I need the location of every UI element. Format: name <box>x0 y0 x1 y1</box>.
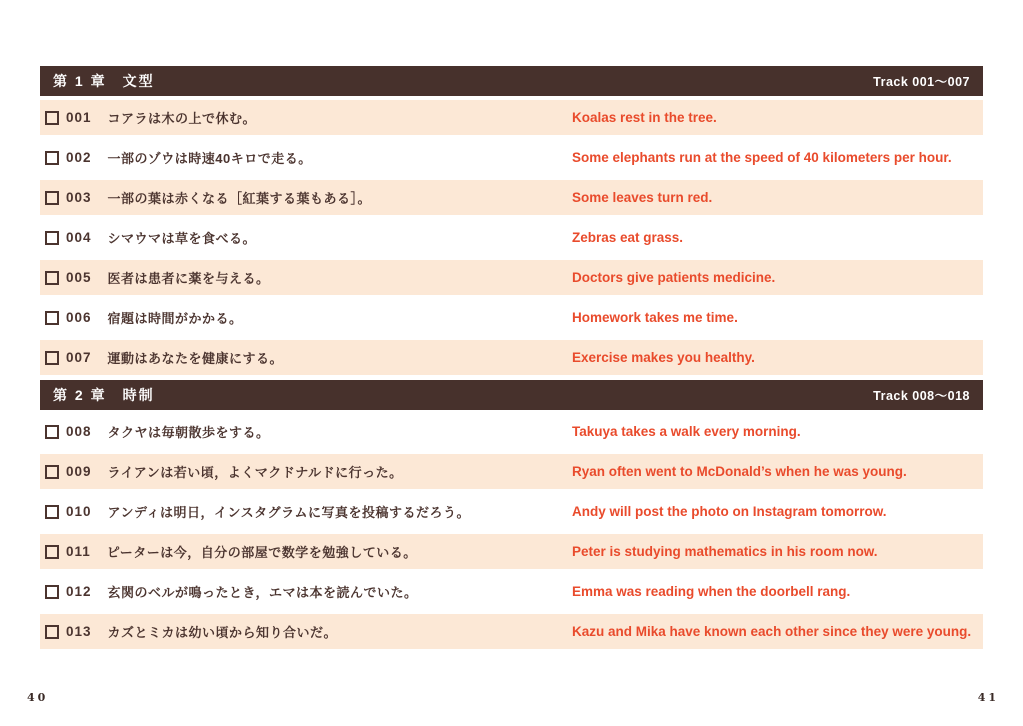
japanese-sentence: 運動はあなたを健康にする。 <box>107 351 284 366</box>
sentence-row <box>40 614 983 649</box>
sentence-row <box>40 180 983 215</box>
page-number-left: 40 <box>27 691 49 704</box>
sentence-row <box>40 414 983 449</box>
english-cell <box>572 544 983 559</box>
sentence-number: 006 <box>66 310 92 325</box>
sentence-number: 009 <box>66 464 92 479</box>
japanese-cell <box>40 582 572 601</box>
checkbox-icon <box>45 545 59 559</box>
japanese-cell <box>40 462 572 481</box>
checkbox-icon <box>45 111 59 125</box>
sentence-number: 010 <box>66 504 92 519</box>
sentence-number: 008 <box>66 424 92 439</box>
english-sentence: Some leaves turn red. <box>572 190 713 205</box>
checkbox-icon <box>45 625 59 639</box>
chapter-header-bar <box>40 66 983 96</box>
checkbox-icon <box>45 191 59 205</box>
english-cell <box>572 270 983 285</box>
japanese-cell <box>40 542 572 561</box>
japanese-sentence: ピーターは今，自分の部屋で数学を勉強している。 <box>106 545 417 560</box>
english-sentence: Ryan often went to McDonald’s when he was young. <box>572 464 907 479</box>
english-sentence: Some elephants run at the speed of 40 kilometers per hour. <box>572 150 952 165</box>
japanese-sentence: ライアンは若い頃，よくマクドナルドに行った。 <box>107 465 403 480</box>
japanese-sentence: 一部のゾウは時速40キロで走る。 <box>107 151 312 166</box>
sentence-number: 007 <box>66 350 92 365</box>
japanese-sentence: アンディは明日，インスタグラムに写真を投稿するだろう。 <box>107 505 470 520</box>
english-sentence: Koalas rest in the tree. <box>572 110 717 125</box>
chapter-list <box>40 66 983 654</box>
sentence-rows <box>40 100 983 375</box>
english-sentence: Peter is studying mathematics in his room now. <box>572 544 878 559</box>
sentence-number: 004 <box>66 230 92 245</box>
sentence-row <box>40 220 983 255</box>
english-cell <box>572 350 983 365</box>
checkbox-icon <box>45 231 59 245</box>
sentence-number: 002 <box>66 150 92 165</box>
english-sentence: Zebras eat grass. <box>572 230 684 245</box>
english-cell <box>572 624 983 639</box>
sentence-row <box>40 454 983 489</box>
english-cell <box>572 150 983 165</box>
checkbox-icon <box>45 151 59 165</box>
sentence-row <box>40 260 983 295</box>
english-cell <box>572 584 983 599</box>
english-sentence: Doctors give patients medicine. <box>572 270 776 285</box>
chapter-title: 第 1 章 文型 <box>53 73 155 89</box>
english-sentence: Andy will post the photo on Instagram tomorrow. <box>572 504 887 519</box>
english-cell <box>572 464 983 479</box>
chapter-header-bar <box>40 380 983 410</box>
sentence-row <box>40 534 983 569</box>
sentence-number: 011 <box>66 544 91 559</box>
english-cell <box>572 504 983 519</box>
english-cell <box>572 110 983 125</box>
japanese-cell <box>40 422 572 441</box>
japanese-cell <box>40 228 572 247</box>
japanese-cell <box>40 268 572 287</box>
sentence-rows <box>40 414 983 649</box>
page-number-right: 41 <box>977 691 999 704</box>
sentence-row <box>40 100 983 135</box>
japanese-cell <box>40 502 572 521</box>
japanese-cell <box>40 348 572 367</box>
english-cell <box>572 310 983 325</box>
japanese-sentence: シマウマは草を食べる。 <box>107 231 257 246</box>
japanese-sentence: 医者は患者に薬を与える。 <box>107 271 270 286</box>
english-sentence: Kazu and Mika have known each other since they were young. <box>572 624 972 639</box>
sentence-number: 003 <box>66 190 92 205</box>
sentence-row <box>40 494 983 529</box>
chapter-section <box>40 66 983 375</box>
checkbox-icon <box>45 425 59 439</box>
english-cell <box>572 424 983 439</box>
checkbox-icon <box>45 585 59 599</box>
sentence-number: 001 <box>66 110 92 125</box>
japanese-sentence: カズとミカは幼い頃から知り合いだ。 <box>107 625 338 640</box>
japanese-cell <box>40 148 572 167</box>
english-sentence: Exercise makes you healthy. <box>572 350 755 365</box>
chapter-track-range: Track 001〜007 <box>873 75 970 89</box>
checkbox-icon <box>45 351 59 365</box>
checkbox-icon <box>45 465 59 479</box>
chapter-track-range: Track 008〜018 <box>873 389 970 403</box>
english-sentence: Emma was reading when the doorbell rang. <box>572 584 851 599</box>
english-cell <box>572 230 983 245</box>
japanese-sentence: 宿題は時間がかかる。 <box>107 311 243 326</box>
sentence-row <box>40 340 983 375</box>
japanese-sentence: タクヤは毎朝散歩をする。 <box>107 425 270 440</box>
japanese-cell <box>40 188 572 207</box>
checkbox-icon <box>45 271 59 285</box>
japanese-sentence: 一部の葉は赤くなる［紅葉する葉もある］。 <box>107 191 372 206</box>
english-cell <box>572 190 983 205</box>
english-sentence: Homework takes me time. <box>572 310 738 325</box>
sentence-row <box>40 574 983 609</box>
japanese-cell <box>40 622 572 641</box>
chapter-title: 第 2 章 時制 <box>53 387 155 403</box>
sentence-row <box>40 140 983 175</box>
english-sentence: Takuya takes a walk every morning. <box>572 424 801 439</box>
japanese-sentence: 玄関のベルが鳴ったとき，エマは本を読んでいた。 <box>107 585 418 600</box>
chapter-section <box>40 380 983 649</box>
japanese-cell <box>40 108 572 127</box>
sentence-number: 013 <box>66 624 92 639</box>
japanese-cell <box>40 308 572 327</box>
sentence-number: 005 <box>66 270 92 285</box>
checkbox-icon <box>45 311 59 325</box>
sentence-number: 012 <box>66 584 92 599</box>
japanese-sentence: コアラは木の上で休む。 <box>107 111 257 126</box>
sentence-row <box>40 300 983 335</box>
checkbox-icon <box>45 505 59 519</box>
